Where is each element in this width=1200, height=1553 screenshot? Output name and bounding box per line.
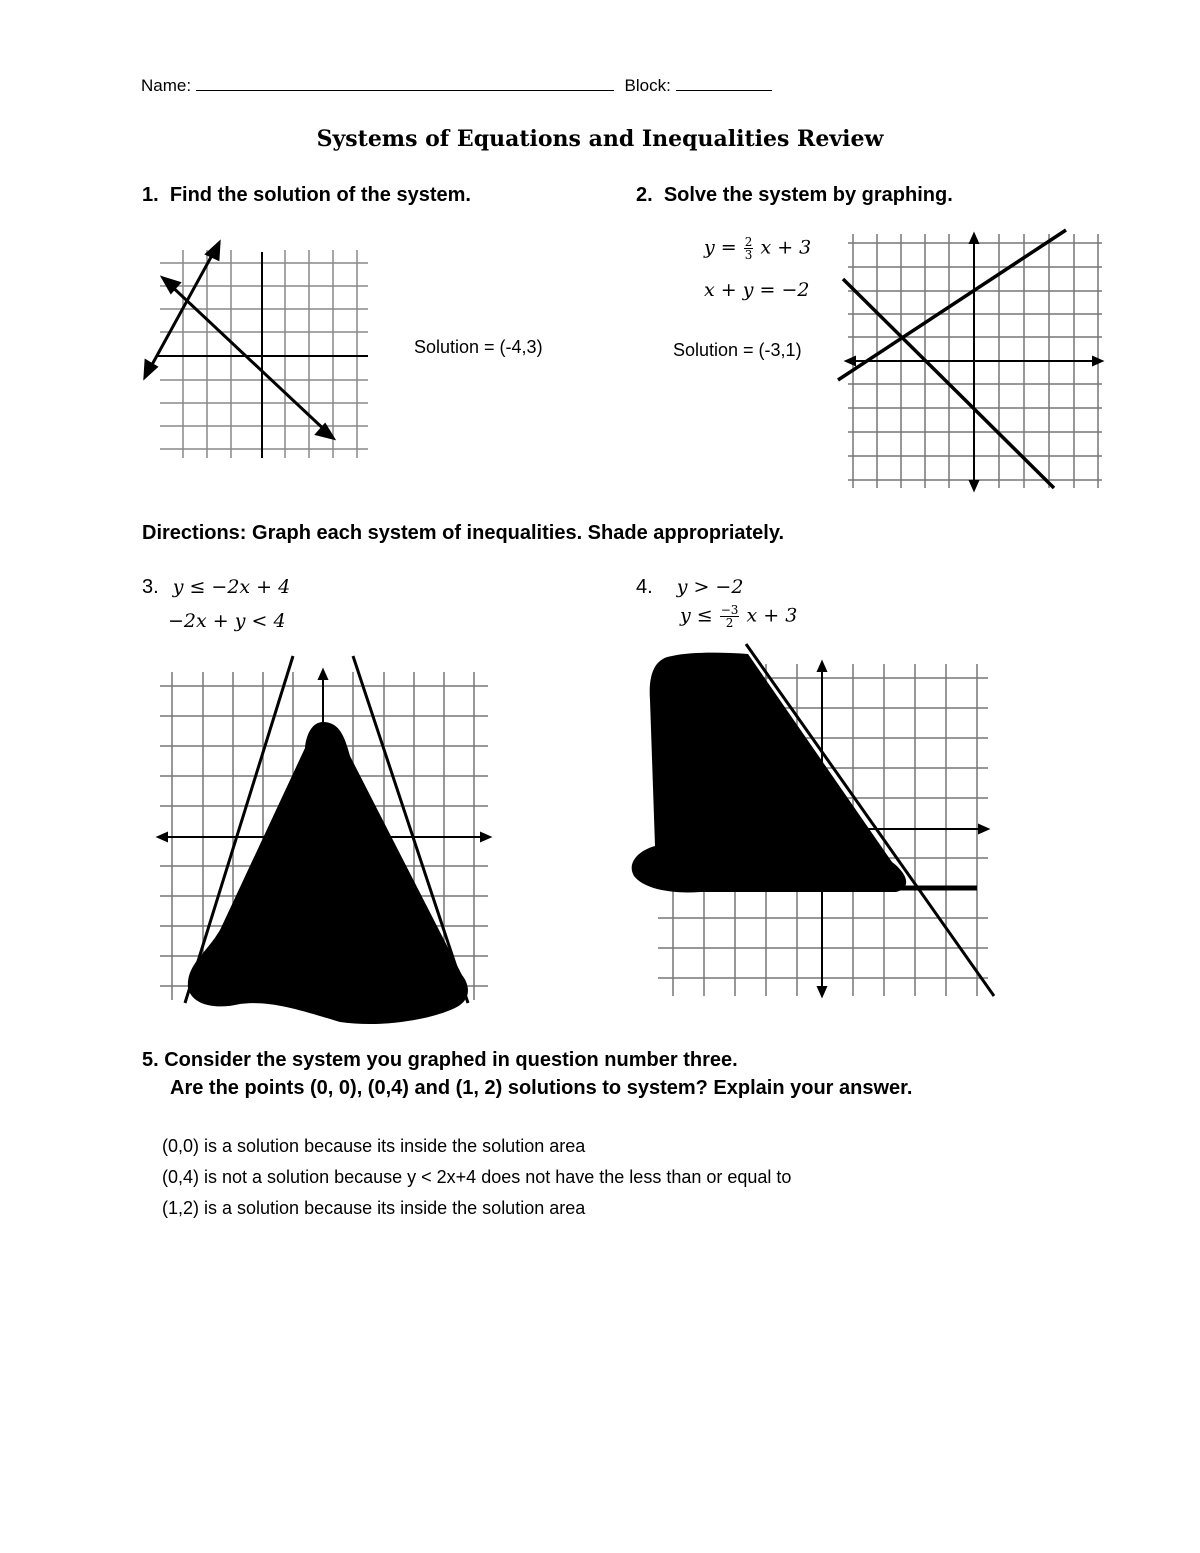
q4-inequality-1: y > −2 [676,576,744,598]
q5-answer-1: (0,0) is a solution because its inside the solution area [162,1136,586,1156]
q4-shaded-region [632,653,907,893]
q5-line-1: 5. Consider the system you graphed in question number three. [142,1049,738,1071]
page-title: Systems of Equations and Inequalities Review [316,126,884,152]
q2-eq1-lhs: y = [704,236,737,259]
q4-ineq2-num: −3 [720,603,739,617]
q3-inequality-1: y ≤ −2x + 4 [172,576,291,598]
q2-answer: Solution = (-3,1) [673,340,802,360]
q5-answer-3: (1,2) is a solution because its inside the solution area [162,1198,586,1218]
q3-number: 3. [142,576,159,598]
q2-eq1-den: 3 [744,248,753,262]
q4-ineq2-den: 2 [725,616,734,630]
q2-equation-2: x + y = −2 [704,279,810,301]
q5-line-2: Are the points (0, 0), (0,4) and (1, 2) solutions to system? Explain your answer. [170,1077,913,1099]
q2-number: 2. [636,184,653,206]
q2-text: Solve the system by graphing. [663,184,953,206]
q2-eq1-rhs: x + 3 [760,236,812,259]
q4-ineq2-rhs: x + 3 [746,604,798,627]
q1-text: Find the solution of the system. [169,184,471,206]
q3-inequality-2: −2x + y < 4 [168,610,286,632]
q5-answer-2: (0,4) is not a solution because y < 2x+4 does not have the less than or equal to [162,1167,792,1187]
q1-answer: Solution = (-4,3) [414,337,543,357]
q1-number: 1. [142,184,159,206]
block-label: Block: [624,76,671,95]
q2-eq1-num: 2 [744,235,753,249]
q4-ineq2-lhs: y ≤ [680,604,713,627]
q4-number: 4. [636,576,653,598]
name-label: Name: [141,76,192,95]
directions: Directions: Graph each system of inequalities. Shade appropriately. [142,522,785,544]
